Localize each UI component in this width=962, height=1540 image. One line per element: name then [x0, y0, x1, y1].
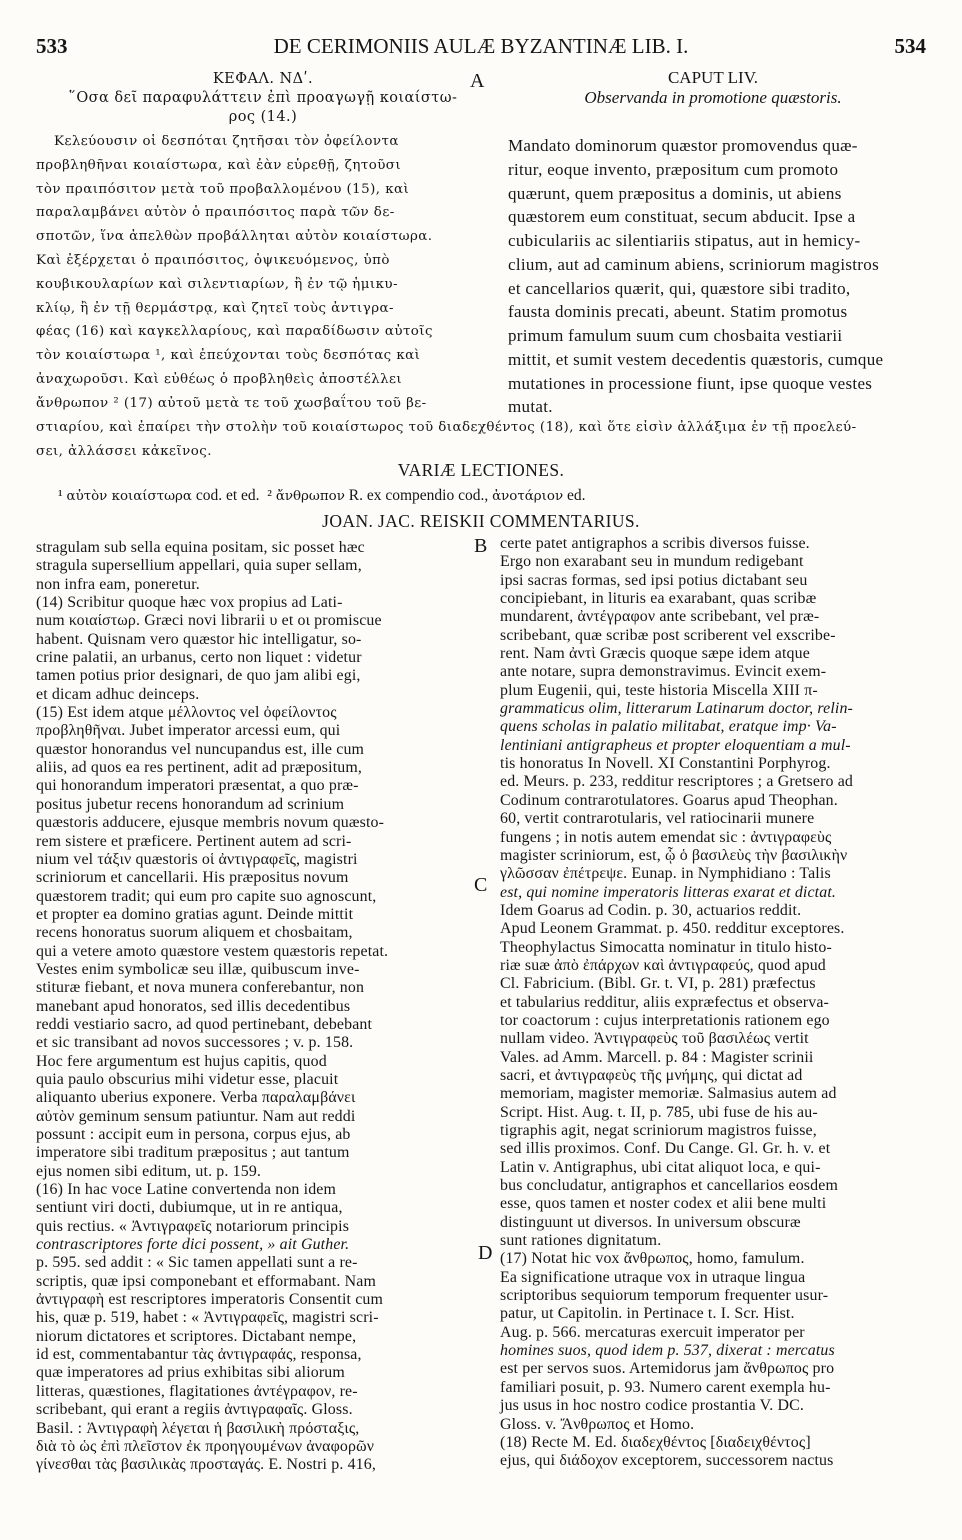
commentary-line: stragulam sub sella equina positam, sic posset hæc [36, 539, 365, 556]
commentary-line: rem sistere et præficere. Pertinent autem ad scri- [36, 832, 352, 850]
latin-chapter-heading [500, 68, 926, 108]
commentary-line: Theophylactus Simocatta nominatur in titulo histo- [500, 938, 832, 956]
commentary-line: quia paulo obscurius mihi videtur esse, placuit [36, 1070, 339, 1088]
running-header [36, 34, 926, 60]
commentary-line: qui a vetere amoto quæstore vestem quæstoris repetat. [36, 942, 389, 960]
margin-letter-b: B [474, 535, 488, 557]
commentary-line: Idem Goarus ad Codin. p. 30, actuarios reddit. [500, 901, 802, 919]
margin-letter-a: A [470, 70, 485, 92]
commentary-line: esse, quos tamen et noster codex et alii bene multi [500, 1195, 827, 1213]
variant-source: ed. [567, 487, 586, 504]
greek-text-line: Καὶ ἐξέρχεται ὁ πραιπόσιτος, ὀψικευόμενος, ὑπὸ [36, 252, 390, 268]
commentary-line: Ergo non exarabant seu in mundum redigebant [500, 553, 804, 571]
commentary-line: imperatore sibi traditum præpositus ; aut tantum [36, 1144, 350, 1162]
greek-text-line: τὸν κοιαίστωρα ¹, καὶ ἐπεύχονται τοὺς δεσπότας καὶ [36, 348, 421, 364]
commentary-line: quæstoris adducere, ejusque membris novum quæsto- [36, 814, 385, 832]
commentary-line: quæstor honorandus vel nuncupandus est, ille cum [36, 740, 365, 758]
latin-text-line: primum famulum suum cum chosbaita vestiarii [508, 326, 843, 345]
commentary-line: διὰ τὸ ὡς ἐπὶ πλεῖστον ἐκ προηγουμένων ἀναφορῶν [36, 1437, 375, 1455]
commentary-line: et sic transibant ad novos successores ; v. p. 158. [36, 1034, 354, 1052]
commentary-line: distinguunt ut diversos. In universum obscuræ [500, 1213, 801, 1231]
commentary-line: ante notare, supra demonstravimus. Evincit exem- [500, 663, 827, 681]
variant-source: R. ex compendio cod., [348, 487, 489, 504]
commentary-line: quæ imperatores ad prius exhibitas sibi aliorum [36, 1364, 345, 1382]
commentary-line: quens scholas in palatio militabat, eratque imp· Va- [500, 718, 837, 736]
commentary-line: lentiniani antigrapheus et propter eloquentiam a mul- [500, 736, 851, 754]
commentary-line: memoriam, magister memoriæ. Salmasius autem ad [500, 1085, 837, 1103]
commentary-line: Script. Hist. Aug. t. II, p. 785, ubi fuse de his au- [500, 1103, 818, 1121]
greek-text-line: Κελεύουσιν οἱ δεσπόται ζητῆσαι τὸν ὀφείλοντα [54, 134, 399, 149]
commentary-right-column [500, 535, 926, 1471]
greek-text-line: κουβικουλαρίων καὶ σιλεντιαρίων, ἢ ἐν τῷ ἡμικυ- [36, 276, 398, 292]
commentary-line: aliis, ad quos ea res pertinent, adit ad præpositum, [36, 759, 362, 777]
greek-heading-line: ρος (14.) [228, 109, 298, 125]
variant-readings-line [58, 487, 586, 505]
commentary-line: recens honoratus suorum aliquem et chosbaitam, [36, 924, 353, 942]
commentary-line: ed. Meurs. p. 233, redditur rescriptores ; a Gretsero ad [500, 773, 854, 791]
commentary-line: sentiunt viri docti, dubiumque, ut in re antiqua, [36, 1199, 343, 1217]
commentary-left-column [36, 539, 484, 1475]
latin-subtitle: Observanda in promotione quæstoris. [584, 88, 842, 107]
commentary-line: habent. Quisnam vero quæstor hic intelligatur, so- [36, 630, 362, 648]
commentary-line: ἀντιγραφὴ est rescriptores imperatoris Consentit cum [36, 1291, 384, 1309]
greek-heading-line: ῞Οσα δεῖ παραφυλάττειν ἐπὶ προαγωγῇ κοιαίστω- [68, 90, 458, 106]
latin-text-line: clium, aut ad caminum abiens, scriniorum magistros [508, 254, 879, 274]
commentary-line: et tabularius redditur, aliis expræfectus et observa- [500, 993, 829, 1011]
commentary-line: προβληθῆναι. Jubet imperator arcessi eum, qui [36, 722, 341, 740]
latin-text-line: ritur, eoque invento, præpositum cum promoto [508, 159, 839, 179]
commentary-line: ejus nomen sibi editum, ut. p. 159. [36, 1162, 262, 1180]
latin-text-line: mutationes in processione fiunt, ipse quoque vestes [508, 373, 873, 393]
commentary-line: contrascriptores forte dici possent, » ait Guther. [36, 1236, 350, 1254]
commentary-line: (17) Notat hic vox ἄνθρωπος, homo, famulum. [500, 1250, 805, 1268]
commentary-line: concipiebant, in lituris ea exarabant, quas scribæ [500, 590, 817, 608]
commentary-line: rent. Nam ἀντὶ Græcis quoque sæpe idem atque [500, 645, 810, 663]
commentary-line: homines suos, quod idem p. 537, dixerat : mercatus [500, 1342, 835, 1360]
commentary-line: bus concludatur, antigraphos et cancellarios eosdem [500, 1177, 838, 1195]
latin-text-line: mutat. [508, 397, 553, 417]
greek-text-line: κλίῳ, ἢ ἐν τῇ θερμάστρᾳ, καὶ ζητεῖ τοὺς ἀντιγρα- [36, 300, 394, 316]
commentary-line: tigraphis agit, negat scriniorum magistros fuisse, [500, 1122, 817, 1139]
commentary-line: fungens ; in notis autem emendat sic : ἀντιγραφεὺς [500, 828, 832, 846]
commentary-line: mundarent, ἀντέγραφον ante scribebant, vel præ- [500, 608, 820, 626]
commentary-line: Codinum contrarotulatores. Goarus apud Theophan. [500, 791, 838, 809]
greek-text-line: προβληθῆναι κοιαίστωρα, καὶ ἐὰν εὑρεθῇ, ζητοῦσι [36, 157, 402, 173]
commentary-line: 60, vertit contrarotularis, vel ratiocinarii munere [500, 810, 815, 828]
commentary-line: positus jubetur recens honorandum ad scrinium [36, 795, 345, 813]
commentary-line: qui honorandum imperatori præsentat, a quo præ- [36, 777, 359, 795]
latin-text-line: et cancellarios quærit, qui, quæstore sibi tradito, [508, 278, 851, 298]
greek-text-column [36, 130, 492, 416]
commentary-line: tis honoratus In Novell. XI Constantini Porphyrog. [500, 755, 831, 773]
commentary-line: ipsi sacras formas, sed ipsi potius dictabant seu [500, 571, 808, 589]
latin-text-line: cubiculariis ac silentiariis stipatus, aut in hemicy- [508, 231, 861, 250]
commentary-line: et dicam adhuc deinceps. [36, 685, 200, 703]
commentary-line: scribebant, qui erant a regiis ἀντιγραφαῖς. Gloss. [36, 1401, 353, 1419]
latin-text-line: mittit, et sumit vestem decedentis quæstoris, cumque [508, 349, 884, 369]
commentary-line: γίνεσθαι τὰς βασιλικὰς προσταγάς. E. Nostri p. 416, [36, 1456, 376, 1474]
commentary-line: Aug. p. 566. mercaturas exercuit imperator per [500, 1323, 805, 1341]
commentary-line: Ea significatione utraque vox in utraque lingua [500, 1268, 806, 1286]
commentary-line: litteras, quæstiones, flagitationes ἀντέγραφον, re- [36, 1382, 358, 1400]
commentary-line: est, qui nomine imperatoris litteras exarat et dictat. [500, 883, 837, 901]
commentary-line: scriptis, quæ ipsi componebant et efformabant. Nam [36, 1272, 376, 1290]
latin-text-line: quæstorem eum constituat, secum abducit. Ipse a [508, 207, 856, 227]
variant-greek: ἀνοτάριον [492, 489, 564, 504]
commentary-line: est per servos suos. Artemidorus jam ἄνθρωπος pro [500, 1360, 835, 1378]
greek-text-line: σποτῶν, ἵνα ἀπελθὼν προβάλληται αὐτὸν κοιαίστωρα. [36, 229, 433, 245]
greek-text-line: φέας (16) καὶ καγκελλαρίους, καὶ παραδίδωσιν αὐτοῖς [36, 324, 433, 340]
commentary-line: quæstorem tradit; qui eum pro capite suo agnoscunt, [36, 887, 377, 905]
variae-lectiones-heading: VARIÆ LECTIONES. [397, 460, 565, 480]
commentary-line: sed illis proximos. Conf. Du Cange. Gl. Gr. h. v. et [500, 1140, 831, 1158]
commentary-line: Basil. : Ἀντιγραφὴ λέγεται ἡ βασιλικὴ πρόσταξις, [36, 1419, 360, 1437]
latin-translation-column [508, 134, 926, 419]
commentary-line: patur, ut Capitolin. in Pertinace t. I. Scr. Hist. [500, 1305, 795, 1323]
commentary-line: Vales. ad Amm. Marcell. p. 84 : Magister scrinii [500, 1048, 814, 1066]
latin-text-line: quærunt, quem præpositus a dominis, ut abiens [508, 183, 842, 203]
commentary-line: certe patet antigraphos a scribis diversos fuisse. [500, 535, 810, 552]
commentary-line: magister scriniorum, est, ᾧ ὁ βασιλεὺς τὴν βασιλικὴν [500, 846, 848, 864]
commentary-line: Vestes enim symbolicæ seu illæ, quibuscum inve- [36, 960, 360, 978]
greek-text-continuation [36, 416, 926, 464]
greek-chapter-heading [36, 70, 490, 127]
commentary-line: (14) Scribitur quoque hæc vox propius ad Lati- [36, 594, 343, 612]
commentary-line: Cl. Fabricium. (Bibl. Gr. t. VI, p. 281) præfectus [500, 975, 816, 993]
margin-letter-c: C [474, 874, 488, 896]
commentary-line: et propter ea domino gratias agunt. Deinde mittit [36, 905, 354, 923]
commentary-line: Gloss. v. Ἄνθρωπος et Homo. [500, 1415, 695, 1433]
commentary-line: riæ suæ ἀπὸ ἐπάρχων καὶ ἀντιγραφεύς, quod apud [500, 956, 826, 974]
page-number-left: 533 [36, 34, 68, 58]
commentary-line: crine palatii, an urbanus, certo non liquet : videtur [36, 649, 362, 667]
commentary-line: num κοιαίστωρ. Græci novi librarii υ et οι promiscue [36, 612, 382, 630]
commentary-line: γλῶσσαν ἐπέτρεψε. Eunap. in Nymphidiano : Talis [500, 865, 831, 883]
greek-text-line: τὸν πραιπόσιτον μετὰ τοῦ προβαλλομένου (15), καὶ [36, 181, 410, 197]
commentary-line: Hoc fere argumentum est hujus capitis, quod [36, 1052, 327, 1070]
greek-chapter-number: ΚΕΦΑΛ. ΝΔʹ. [212, 71, 314, 87]
commentary-line: Latin v. Antigraphus, ubi citat aliquot loca, e qui- [500, 1158, 821, 1176]
commentary-line: sunt rationes dignitatum. [500, 1232, 662, 1250]
commentary-line: possunt : accipit eum in persona, corpus ejus, ab [36, 1126, 351, 1143]
commentary-line: id est, commentabantur τὰς ἀντιγραφάς, responsa, [36, 1346, 362, 1364]
commentary-line: stituræ fiebant, et nova munera conferebantur, non [36, 979, 365, 997]
commentary-line: reddi vestiario sacro, ad quod pertinebant, debebant [36, 1015, 373, 1033]
commentary-line: niorum dictatores et scriptores. Dictabant nempe, [36, 1327, 357, 1345]
latin-text-line: Mandato dominorum quæstor promovendus quæ- [508, 136, 858, 155]
commentary-line: scriptoribus sequiorum temporum frequenter usur- [500, 1287, 829, 1305]
commentary-line: (15) Est idem atque μέλλοντος vel ὀφείλοντος [36, 704, 337, 722]
variant-note-2: ² [267, 487, 272, 504]
margin-letter-d: D [478, 1242, 493, 1264]
commentary-line: ejus, qui διάδοχον exceptorem, successorem nactus [500, 1452, 834, 1470]
greek-text-line: στιαρίου, καὶ ἐπαίρει τὴν στολὴν τοῦ κοιαίστωρος τοῦ διαδεχθέντος (18), καὶ ὅτε εἰσὶν ἀλλάξιμα ἐν τῇ προελεύ- [36, 420, 857, 435]
commentary-line: nium vel τάξιν quæstoris οἱ ἀντιγραφεῖς, magistri [36, 850, 358, 868]
greek-text-line: ἄνθρωπον ² (17) αὐτοῦ μετὰ τε τοῦ χωσβαΐτου τοῦ βε- [36, 395, 427, 411]
commentary-line: manebant apud honoratos, sed illis decedentibus [36, 997, 351, 1015]
greek-text-line: παραλαμβάνει αὐτὸν ὁ πραιπόσιτος παρὰ τῶν δε- [36, 205, 395, 221]
commentary-line: scriniorum et cancellarii. His præpositus novum [36, 869, 349, 887]
commentary-line: plum Eugenii, qui, teste historia Miscella XIII π- [500, 681, 818, 699]
variant-greek: αὐτὸν κοιαίστωρα [66, 489, 192, 504]
running-title: DE CERIMONIIS AULÆ BYZANTINÆ LIB. I. [273, 34, 689, 58]
commentary-line: p. 595. sed addit : « Sic tamen appellati sunt a re- [36, 1254, 358, 1272]
commentary-line: jus usus in hoc nostro codice prostantia V. DC. [500, 1397, 804, 1415]
commentary-line: aliquanto uberius exponere. Verba παραλαμβάνει [36, 1089, 356, 1107]
commentary-line: nullam video. Ἀντιγραφεὺς τοῦ βασιλέως vertit [500, 1030, 809, 1048]
commentary-line: non infra eam, poneretur. [36, 575, 200, 593]
variant-source: cod. et ed. [195, 487, 260, 504]
commentary-line: scribebant, quæ scribæ post scriberent vel exscribe- [500, 626, 836, 644]
greek-text-line: ἀναχωροῦσι. Καὶ εὐθέως ὁ προβληθεὶς ἀποστέλλει [36, 371, 403, 387]
commentary-line: grammaticus olim, litterarum Latinarum doctor, relin- [500, 700, 853, 718]
commentary-line: quis rectius. « Ἀντιγραφεῖς notariorum principis [36, 1217, 350, 1235]
commentary-line: tamen potius prior designari, de quo jam alibi egi, [36, 667, 361, 685]
commentary-line: tor coactorum : cujus interpretationis rationem ego [500, 1011, 830, 1029]
page-number-right: 534 [894, 34, 926, 58]
commentary-line: stragula supersellium appellari, quia super sellam, [36, 557, 362, 575]
commentary-heading: JOAN. JAC. REISKII COMMENTARIUS. [322, 511, 640, 531]
variant-note-1: ¹ [58, 487, 63, 504]
latin-text-line: fausta dominis precati, abeunt. Statim promotus [508, 302, 848, 322]
greek-text-line: σει, ἀλλάσσει κἀκεῖνος. [36, 443, 212, 459]
commentary-line: (16) In hac voce Latine convertenda non idem [36, 1181, 337, 1199]
latin-caput: CAPUT LIV. [667, 68, 759, 87]
commentary-line: Apud Leonem Grammat. p. 450. redditur exceptores. [500, 920, 845, 938]
variant-greek: ἄνθρωπον [275, 489, 345, 504]
commentary-line: his, quæ p. 519, habet : « Ἀντιγραφεῖς, magistri scri- [36, 1309, 379, 1327]
commentary-line: sacri, et ἀντιγραφεὺς τῆς μνήμης, qui dictat ad [500, 1066, 803, 1084]
commentary-line: (18) Recte M. Ed. διαδεχθέντος [διαδειχθέντος] [500, 1433, 811, 1451]
commentary-line: familiari posuit, p. 93. Numero carent exempla hu- [500, 1378, 831, 1396]
commentary-line: αὐτὸν geminum sensum patiuntur. Nam aut reddi [36, 1107, 356, 1125]
